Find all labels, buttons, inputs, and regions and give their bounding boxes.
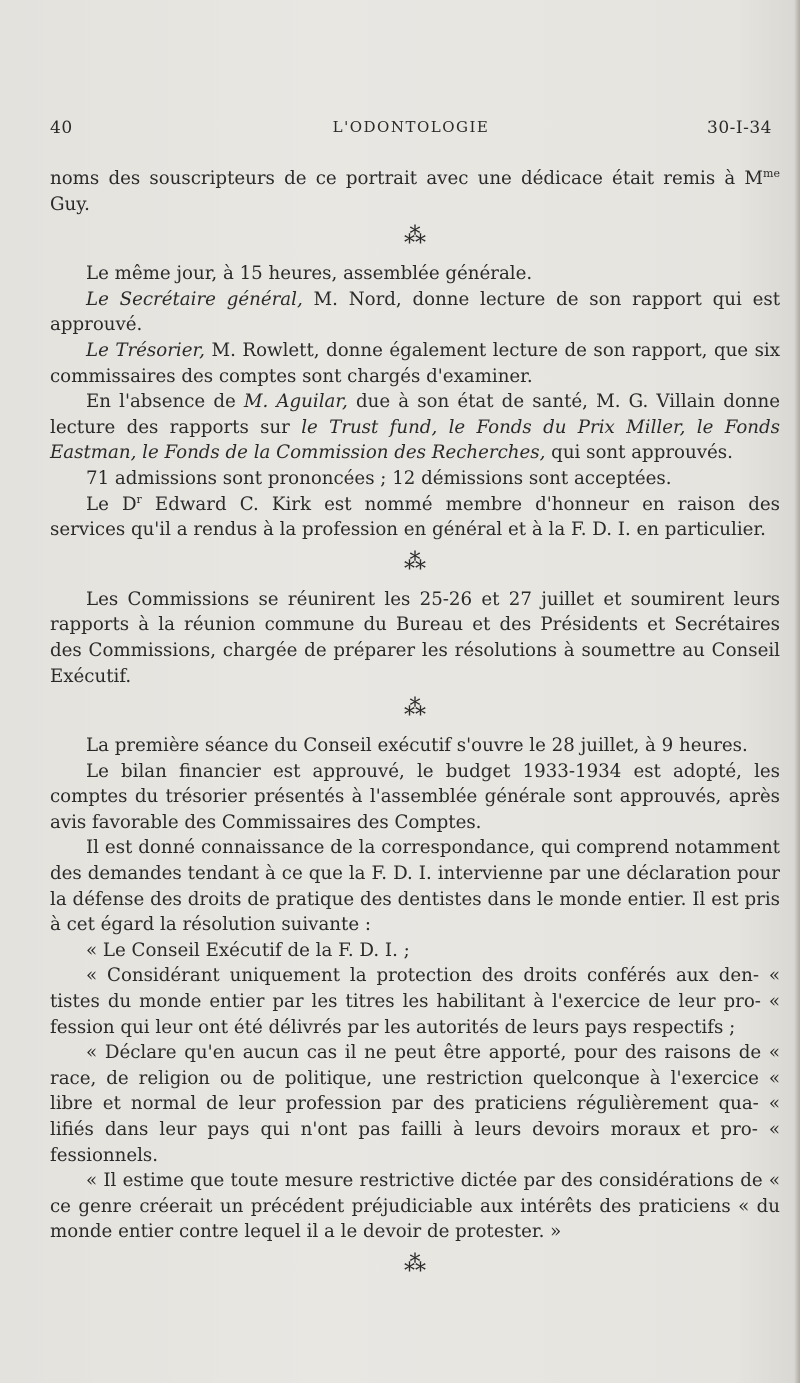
paragraph-text: Le même jour, à 15 heures, assemblée générale. — [86, 263, 533, 285]
paragraph-text: « Déclare qu'en aucun cas il ne peut être apporté, pour des raisons de « race, de religion ou de politique, une restriction quelconque à l'exercice « libre et normal de leur profession par des praticiens régulièrement qua- « lifiés dans leur pays qui n'ont pas failli à leurs devoirs moraux et pro- « fessionnels. — [50, 1042, 780, 1166]
running-header — [50, 118, 772, 142]
paragraph — [50, 587, 780, 689]
italic-text: Le Trésorier, — [86, 339, 205, 361]
paragraph — [50, 733, 780, 759]
paragraph-text: Edward C. Kirk est nommé membre d'honneur en raison des services qu'il a rendus à la profession en général et à la F. D. I. en particulier. — [50, 493, 780, 541]
paragraph-text: La première séance du Conseil exécutif s'ouvre le 28 juillet, à 9 heures. — [86, 735, 748, 757]
superscript: r — [136, 492, 142, 506]
paragraph-text: Le bilan financier est approuvé, le budget 1933-1934 est adopté, les comptes du trésorier présentés à l'assemblée générale sont approuvés, après avis favorable des Commissaires des Comptes. — [50, 760, 780, 833]
paragraph — [50, 759, 780, 836]
paragraph — [50, 287, 780, 338]
paragraph-text: « Il estime que toute mesure restrictive dictée par des considérations de « ce genre créerait un précédent préjudiciable aux intérêts des praticiens « du monde entier contre lequel il a le devoir de protester. » — [50, 1170, 780, 1243]
paragraph-text: Le D — [86, 493, 137, 515]
journal-title: L'ODONTOLOGIE — [332, 118, 490, 136]
paragraph — [50, 466, 780, 492]
paragraph — [50, 166, 780, 217]
section-separator: ⁂ — [404, 1251, 426, 1277]
paragraph-text: Guy. — [50, 193, 90, 215]
italic-text: M. Aguilar, — [243, 391, 348, 413]
paragraph — [50, 1040, 780, 1168]
paragraph — [50, 338, 780, 389]
paragraph-text: « Le Conseil Exécutif de la F. D. I. ; — [86, 939, 410, 961]
paragraph-text: 71 admissions sont prononcées ; 12 démissions sont acceptées. — [86, 467, 672, 489]
paragraph — [50, 492, 780, 543]
section-separator: ⁂ — [404, 549, 426, 575]
paragraph — [50, 261, 780, 287]
section-separator: ⁂ — [404, 696, 426, 722]
paragraph-text: Les Commissions se réunirent les 25-26 et 27 juillet et soumirent leurs rapports à la réunion commune du Bureau et des Présidents et Secrétaires des Commissions, chargée de préparer les résolutions à soumettre au Conseil Exécutif. — [50, 588, 780, 687]
paragraph-text: due à son état de santé, M. G. Villain donne lecture des rapports sur — [50, 391, 780, 438]
article-body — [50, 166, 780, 1289]
paragraph — [50, 835, 780, 937]
paragraph-text: En l'absence de — [86, 391, 244, 413]
paragraph-text: qui sont approuvés. — [545, 442, 733, 464]
paragraph — [50, 1168, 780, 1245]
issue-date: 30-I-34 — [707, 118, 772, 138]
italic-text: le Trust fund, le Fonds du Prix Miller, le Fonds Eastman, le Fonds de la Commission des Recherches, — [50, 416, 780, 464]
paragraph — [50, 938, 780, 964]
paragraph — [50, 963, 780, 1040]
italic-text: Le Secrétaire général, — [86, 288, 303, 310]
paragraph-text: M. Nord, donne lecture de son rapport qui est approuvé. — [50, 288, 781, 336]
paragraph-text: M. Rowlett, donne également lecture de son rapport, que six commissaires des comptes sont chargés d'examiner. — [50, 339, 780, 387]
page-number: 40 — [50, 118, 73, 138]
paragraph — [50, 389, 780, 466]
superscript: me — [763, 166, 780, 180]
section-separator: ⁂ — [404, 224, 426, 250]
paragraph-text: « Considérant uniquement la protection des droits conférés aux den- « tistes du monde entier par les titres les habilitant à l'exercice de leur pro- « fession qui leur ont été délivrés par les autorités de leurs pays respectifs ; — [50, 965, 780, 1038]
paragraph-text: Il est donné connaissance de la correspondance, qui comprend notamment des demandes tendant à ce que la F. D. I. intervienne par une déclaration pour la défense des droits de pratique des dentistes dans le monde entier. Il est pris à cet égard la résolution suivante : — [50, 837, 780, 936]
page-edge-shadow — [794, 0, 800, 1383]
paragraph-text: noms des souscripteurs de ce portrait avec une dédicace était remis à M — [50, 168, 764, 189]
